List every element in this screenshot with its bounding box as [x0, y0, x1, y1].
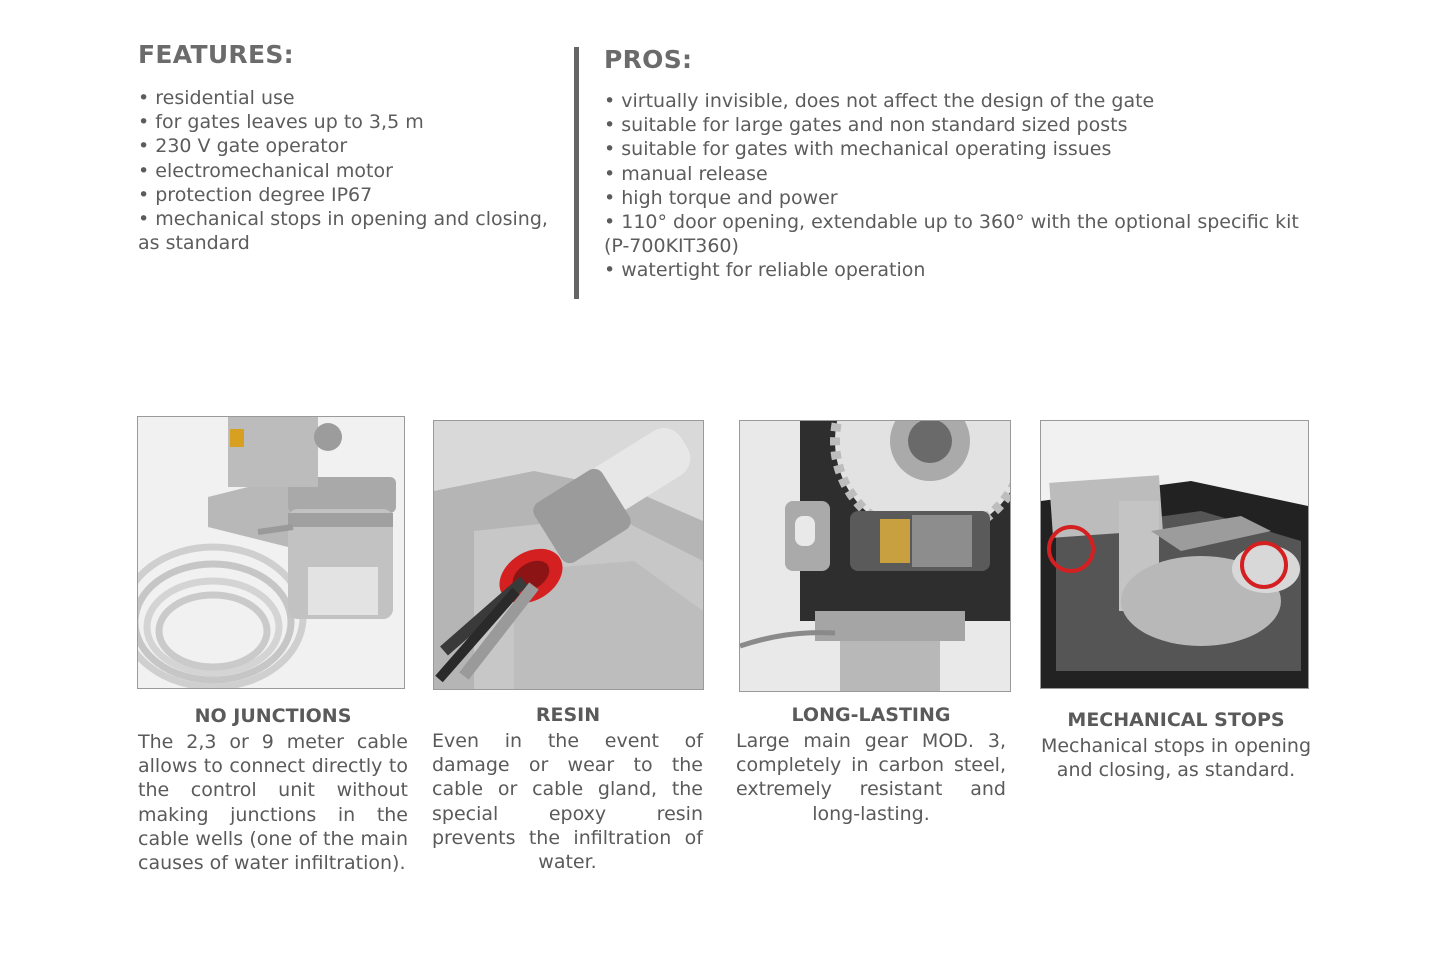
mechanical-stops-illustration — [1041, 421, 1308, 688]
pros-item: • high torque and power — [604, 186, 1304, 210]
card-text-resin: Even in the event of damage or wear to the cable or cable gland, the special epoxy resin prevents the infiltration of water. — [432, 730, 703, 874]
resin-illustration — [434, 421, 703, 689]
card-title-resin: RESIN — [535, 704, 601, 726]
motor-cable-photo — [137, 416, 405, 689]
pros-item: • watertight for reliable operation — [604, 258, 1304, 282]
card-text-mechanical-stops: Mechanical stops in opening and closing, as standard. — [1040, 735, 1312, 782]
column-divider — [574, 47, 579, 299]
card-title-no-junctions: NO JUNCTIONS — [194, 705, 352, 727]
pros-item: • manual release — [604, 162, 1304, 186]
mechanical-stops-photo — [1040, 420, 1309, 689]
pros-title: PROS: — [604, 45, 693, 74]
features-item: • for gates leaves up to 3,5 m — [138, 110, 558, 134]
gear-illustration — [740, 421, 1010, 691]
card-title-long-lasting: LONG-LASTING — [791, 704, 951, 726]
resin-cable-gland-photo — [433, 420, 704, 690]
features-item: • residential use — [138, 86, 558, 110]
pros-item: • 110° door opening, extendable up to 360° with the optional specific kit (P-700KIT360) — [604, 210, 1304, 258]
card-text-long-lasting: Large main gear MOD. 3, completely in carbon steel, extremely resistant and long-lasting. — [736, 730, 1006, 825]
features-list — [138, 86, 558, 255]
pros-item: • virtually invisible, does not affect the design of the gate — [604, 89, 1304, 113]
pros-item: • suitable for large gates and non standard sized posts — [604, 113, 1304, 137]
card-title-mechanical-stops: MECHANICAL STOPS — [1067, 709, 1285, 731]
features-item: • electromechanical motor — [138, 159, 558, 183]
main-gear-photo — [739, 420, 1011, 692]
pros-item: • suitable for gates with mechanical operating issues — [604, 137, 1304, 161]
pros-list — [604, 89, 1304, 283]
features-item: • mechanical stops in opening and closing, as standard — [138, 207, 558, 255]
card-text-no-junctions: The 2,3 or 9 meter cable allows to connect directly to the control unit without making junctions in the cable wells (one of the main causes of water infiltration). — [138, 731, 408, 875]
motor-cable-illustration — [138, 417, 404, 688]
features-title: FEATURES: — [138, 40, 294, 69]
features-item: • protection degree IP67 — [138, 183, 558, 207]
features-item: • 230 V gate operator — [138, 134, 558, 158]
